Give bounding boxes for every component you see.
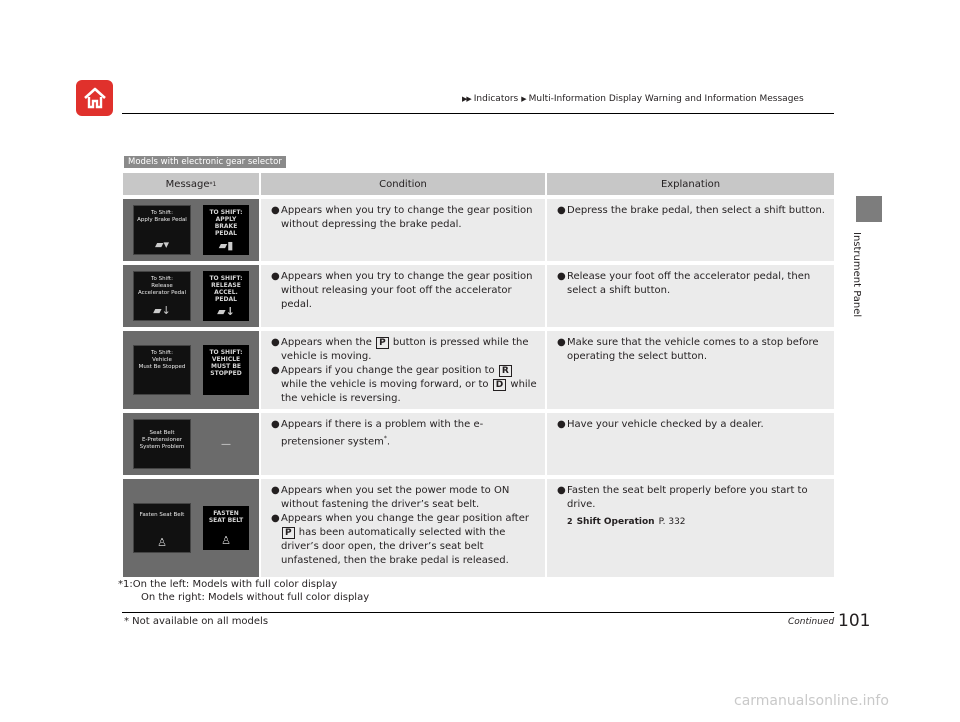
section-label: Instrument Panel [851, 232, 862, 318]
full-color-display: To Shift: Release Accelerator Pedal ▰↓ [133, 271, 191, 321]
explanation-cell: ● Make sure that the vehicle comes to a stop before operating the select button. [557, 337, 819, 362]
gear-key-r: R [499, 365, 512, 377]
condition-cell: ● Appears when you try to change the gear position without depressing the brake pedal. [261, 199, 547, 261]
full-color-display: Fasten Seat Belt ♙ [133, 503, 191, 553]
watermark: carmanualsonline.info [734, 693, 889, 709]
page-number: 101 [838, 611, 871, 631]
model-tag: Models with electronic gear selector [124, 156, 286, 168]
accelerator-pedal-icon: ▰↓ [153, 304, 171, 317]
full-color-display: To Shift: Apply Brake Pedal ▰▾ [133, 205, 191, 255]
condition-cell: ● Appears when you try to change the gear position without releasing your foot off the accelerator pedal. [261, 265, 547, 327]
brake-pedal-icon: ▰▮ [218, 239, 234, 252]
message-images [123, 479, 261, 577]
mono-display: TO SHIFT: VEHICLE MUST BE STOPPED [203, 345, 249, 395]
header-explanation: Explanation [660, 178, 721, 190]
gear-key-p: P [376, 337, 389, 349]
mono-display: TO SHIFT: APPLY BRAKE PEDAL ▰▮ [203, 205, 249, 255]
footer-divider [122, 612, 834, 613]
gear-key-p: P [282, 527, 295, 539]
brake-pedal-icon: ▰▾ [155, 238, 169, 251]
table-row [123, 479, 834, 577]
accelerator-pedal-icon: ▰↓ [217, 305, 235, 318]
message-table [123, 173, 834, 577]
condition-cell: ● Appears when you set the power mode to ON without fastening the driver’s seat belt. ● Appears when you change the gear position after P has been automatically selected with the driver’s door open, the driver’s seat belt unfastened, then the brake pedal is released. [261, 479, 547, 577]
breadcrumb [462, 94, 804, 104]
explanation-cell: ● Release your foot off the accelerator pedal, then select a shift button. [557, 271, 811, 296]
explanation-cell: ● Depress the brake pedal, then select a shift button. [557, 205, 825, 216]
mono-display: TO SHIFT: RELEASE ACCEL. PEDAL ▰↓ [203, 271, 249, 321]
no-display-placeholder: — [221, 438, 231, 450]
message-images [123, 413, 261, 475]
availability-note: * Not available on all models [124, 616, 269, 627]
mono-display: FASTEN SEAT BELT ♙ [203, 506, 249, 550]
table-row [123, 413, 834, 475]
message-images [123, 265, 261, 327]
header-condition: Condition [261, 173, 547, 195]
seat-belt-icon: ♙ [221, 534, 231, 547]
continued-label: Continued [788, 617, 835, 627]
breadcrumb-arrow-icon: ▶▶ [462, 95, 471, 103]
home-button[interactable] [76, 80, 113, 116]
home-icon [82, 86, 108, 110]
gear-key-d: D [493, 379, 506, 391]
seat-belt-icon: ♙ [157, 536, 167, 549]
breadcrumb-item[interactable]: Indicators [473, 94, 519, 104]
table-header [123, 173, 834, 195]
message-images [123, 331, 261, 409]
header-divider [122, 113, 834, 114]
full-color-display: To Shift: Vehicle Must Be Stopped [133, 345, 191, 395]
table-row [123, 331, 834, 409]
breadcrumb-item[interactable]: Multi-Information Display Warning and Information Messages [528, 94, 804, 104]
cross-reference[interactable]: 2 Shift Operation P. 332 [567, 517, 686, 527]
message-images [123, 199, 261, 261]
footnote: *1:On the left: Models with full color display On the right: Models without full color display [118, 579, 370, 603]
section-marker [856, 196, 882, 222]
header-message: Message *1 [123, 173, 261, 195]
breadcrumb-arrow-icon: ▶ [521, 95, 526, 103]
condition-cell: ● Appears if there is a problem with the e-pretensioner system*. [261, 413, 547, 475]
condition-cell: ● Appears when the P button is pressed while the vehicle is moving. ● Appears if you change the gear position to R while the vehicle is moving forward, or to D while the vehicle is reversing. [261, 331, 547, 409]
section-tab [848, 230, 888, 340]
explanation-cell: ● Have your vehicle checked by a dealer. [557, 419, 764, 430]
full-color-display: Seat Belt E-Pretensioner System Problem [133, 419, 191, 469]
reference-arrow-icon: 2 [567, 517, 573, 526]
table-row [123, 199, 834, 261]
explanation-cell: ● Fasten the seat belt properly before you start to drive. 2 Shift Operation P. 332 [547, 479, 834, 577]
table-row [123, 265, 834, 327]
